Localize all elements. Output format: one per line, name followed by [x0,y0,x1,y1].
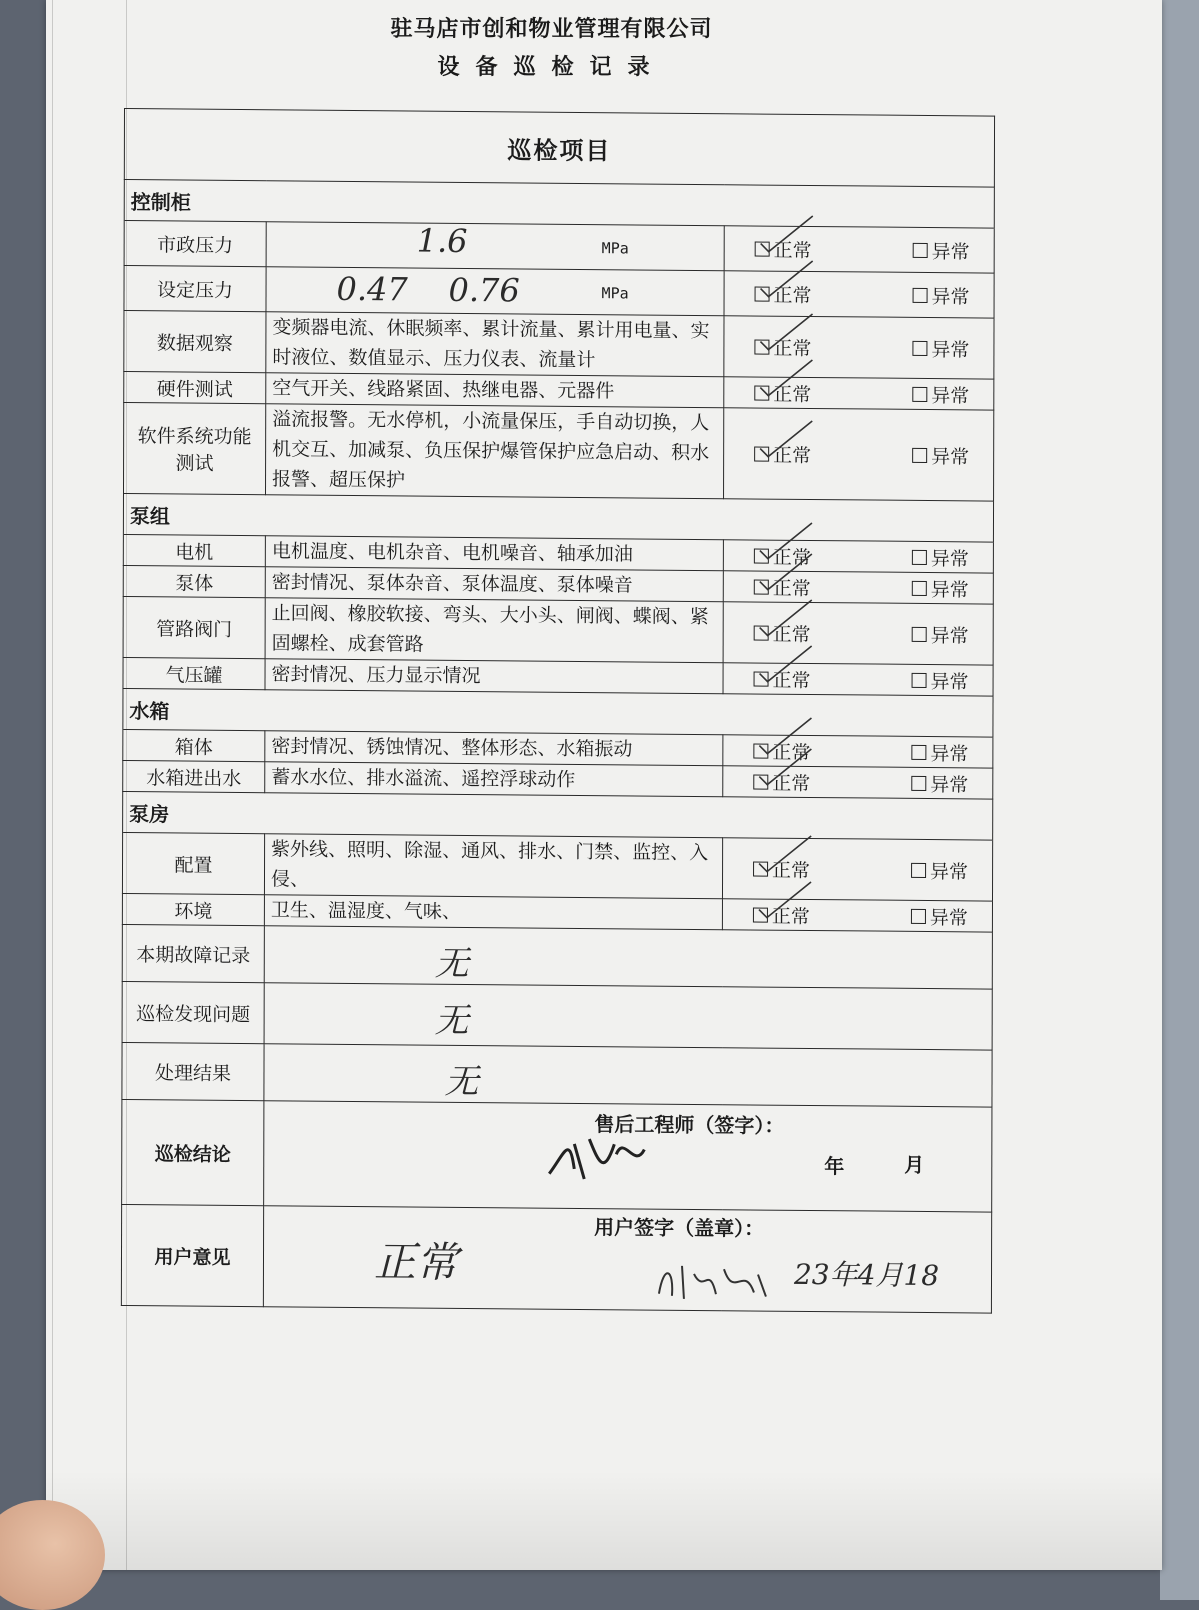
normal-checkbox[interactable] [754,446,769,461]
normal-label: 正常 [772,623,811,646]
table-row [122,1042,992,1107]
item-label: 水箱进出水 [123,760,265,792]
status-cell [723,540,993,573]
status-cell [723,571,993,604]
handwritten-value: 无 [434,943,469,985]
status-cell [722,838,992,901]
normal-label: 正常 [772,772,811,795]
status-options [730,542,987,571]
normal-option[interactable] [755,280,812,307]
opinion-label: 用户意见 [121,1204,263,1306]
abnormal-label: 异常 [930,578,969,601]
bottom-label: 本期故障记录 [122,924,264,982]
conclusion-row [122,1099,992,1212]
normal-label: 正常 [773,383,812,406]
abnormal-option[interactable] [912,441,969,468]
abnormal-label: 异常 [930,860,969,883]
user-sign-label: 用户签字（盖章）： [594,1215,765,1241]
engineer-sign-label: 售后工程师（签字）： [594,1112,785,1138]
normal-checkbox[interactable] [754,625,769,640]
abnormal-label: 异常 [929,906,968,929]
status-cell [723,735,993,768]
background-right [1160,0,1199,1600]
opinion-value: 正常 [373,1237,459,1287]
month-label: 月 [904,1152,925,1177]
abnormal-option[interactable] [913,236,970,263]
item-description: 蓄水水位、排水溢流、遥控浮球动作 [265,762,723,797]
normal-label: 正常 [771,905,810,928]
normal-label: 正常 [772,577,811,600]
item-description: 密封情况、压力显示情况 [265,659,723,694]
normal-label: 正常 [772,741,811,764]
abnormal-option[interactable] [912,666,969,693]
abnormal-option[interactable] [912,543,969,570]
normal-option[interactable] [753,737,810,764]
status-options [729,855,986,884]
normal-option[interactable] [753,901,810,928]
normal-label: 正常 [772,546,811,569]
normal-option[interactable] [754,440,811,467]
abnormal-label: 异常 [931,285,970,308]
status-cell [723,766,993,799]
normal-checkbox[interactable] [755,241,770,256]
item-label: 硬件测试 [124,371,266,403]
table-row [123,596,993,665]
item-description: 密封情况、泵体杂音、泵体温度、泵体噪音 [265,567,723,602]
abnormal-label: 异常 [930,670,969,693]
abnormal-option[interactable] [912,620,969,647]
status-options [730,333,987,362]
section-header: 控制柜 [124,180,994,229]
table-row [122,832,992,901]
item-description: 卫生、温湿度、气味、 [264,895,722,930]
normal-option[interactable] [754,379,811,406]
table-row [124,310,994,379]
item-description: 电机温度、电机杂音、电机噪音、轴承加油 [265,536,723,571]
item-label: 管路阀门 [123,596,265,658]
handwritten-value: 1.6 [416,221,468,260]
status-options [729,737,986,766]
abnormal-option[interactable] [912,334,969,361]
normal-checkbox[interactable] [754,385,769,400]
abnormal-option[interactable] [911,769,968,796]
table-row [124,221,994,274]
company-name: 驻马店市创和物业管理有限公司 [390,17,713,42]
section-header: 水箱 [123,688,993,737]
abnormal-checkbox[interactable] [912,447,927,462]
status-options [730,440,987,469]
table-title: 巡检项目 [124,109,994,188]
abnormal-label: 异常 [931,384,970,407]
unit-label: MPa [601,239,629,258]
abnormal-label: 异常 [930,742,969,765]
handwritten-value: 无 [434,1000,469,1042]
item-description: 空气开关、线路紧固、热继电器、元器件 [266,373,724,408]
status-cell [724,226,994,273]
item-label: 电机 [123,534,265,566]
value-cell[interactable] [266,267,724,316]
abnormal-checkbox[interactable] [912,626,927,641]
status-cell [724,316,994,379]
abnormal-checkbox[interactable] [912,580,927,595]
abnormal-label: 异常 [930,547,969,570]
abnormal-label: 异常 [931,240,970,263]
status-cell [724,408,994,501]
normal-option[interactable] [753,768,810,795]
abnormal-checkbox[interactable] [913,287,928,302]
normal-checkbox[interactable] [753,907,768,922]
item-description: 变频器电流、休眠频率、累计流量、累计用电量、实时液位、数值显示、压力仪表、流量计 [266,312,724,377]
abnormal-checkbox[interactable] [912,672,927,687]
status-options [730,573,987,602]
inspection-table [121,108,995,1314]
normal-option[interactable] [754,542,811,569]
abnormal-checkbox[interactable] [912,549,927,564]
bottom-label: 处理结果 [122,1042,264,1100]
abnormal-option[interactable] [913,281,970,308]
conclusion-cell[interactable] [264,1101,992,1212]
normal-checkbox[interactable] [753,861,768,876]
normal-option[interactable] [754,619,811,646]
item-label: 箱体 [123,729,265,761]
section-header: 泵房 [123,791,993,840]
value-cell[interactable] [266,222,724,271]
item-description: 溢流报警。无水停机，小流量保压，手自动切换，人机交互、加减泵、负压保护爆管保护应急启动、积水报警、超压保护 [265,404,723,499]
table-row [123,402,993,501]
handwritten-value: 无 [444,1061,479,1103]
item-description: 密封情况、锈蚀情况、整体形态、水箱振动 [265,731,723,766]
inspection-form [120,108,994,1516]
abnormal-option[interactable] [911,738,968,765]
abnormal-checkbox[interactable] [911,862,926,877]
item-description: 紫外线、照明、除湿、通风、排水、门禁、监控、入侵、 [264,834,722,899]
abnormal-label: 异常 [931,338,970,361]
status-cell [723,663,993,696]
abnormal-checkbox[interactable] [913,242,928,257]
table-row [122,981,992,1050]
bottom-value-cell[interactable] [264,983,992,1050]
normal-label: 正常 [773,239,812,262]
abnormal-checkbox[interactable] [911,744,926,759]
status-cell [723,602,993,665]
item-label: 设定压力 [124,266,266,312]
status-options [730,665,987,694]
item-label: 气压罐 [123,657,265,689]
status-options [730,619,987,648]
normal-checkbox[interactable] [754,671,769,686]
normal-option[interactable] [754,333,811,360]
abnormal-label: 异常 [931,445,970,468]
item-label: 数据观察 [124,310,266,372]
status-options [731,235,988,264]
abnormal-checkbox[interactable] [912,386,927,401]
normal-label: 正常 [773,337,812,360]
table-row [124,266,994,319]
abnormal-option[interactable] [911,902,968,929]
status-cell [722,899,992,932]
normal-option[interactable] [755,235,812,262]
status-cell [724,377,994,410]
item-label: 配置 [122,832,264,894]
bottom-label: 巡检发现问题 [122,981,264,1043]
normal-label: 正常 [773,284,812,307]
status-options [729,768,986,797]
paper-edge-line [52,0,53,1570]
abnormal-checkbox[interactable] [912,340,927,355]
status-cell [724,271,994,318]
item-label: 泵体 [123,565,265,597]
normal-checkbox[interactable] [753,743,768,758]
table-row [122,924,992,989]
normal-option[interactable] [754,573,811,600]
normal-option[interactable] [753,855,810,882]
user-sign-date: 23年4月18 [793,1257,940,1293]
item-label: 市政压力 [124,221,266,267]
bottom-value-cell[interactable] [264,1044,992,1107]
unit-label: MPa [601,284,629,303]
status-options [731,280,988,309]
conclusion-label: 巡检结论 [122,1099,264,1205]
item-label: 环境 [122,893,264,925]
abnormal-checkbox[interactable] [911,775,926,790]
form-title: 设备巡检记录 [437,55,666,80]
user-signature [654,1254,774,1305]
normal-checkbox[interactable] [754,579,769,594]
normal-label: 正常 [772,859,811,882]
opinion-row [121,1204,991,1313]
abnormal-label: 异常 [930,773,969,796]
normal-label: 正常 [772,669,811,692]
year-label: 年 [824,1154,845,1179]
abnormal-option[interactable] [911,856,968,883]
normal-checkbox[interactable] [753,774,768,789]
abnormal-option[interactable] [912,574,969,601]
status-options [729,901,986,930]
item-description: 止回阀、橡胶软接、弯头、大小头、闸阀、蝶阀、紧固螺栓、成套管路 [265,598,723,663]
normal-checkbox[interactable] [754,548,769,563]
abnormal-option[interactable] [912,380,969,407]
abnormal-label: 异常 [930,624,969,647]
normal-checkbox[interactable] [754,339,769,354]
abnormal-checkbox[interactable] [911,908,926,923]
normal-checkbox[interactable] [755,286,770,301]
normal-option[interactable] [754,665,811,692]
handwritten-value: 0.47 0.76 [336,269,520,310]
status-options [730,379,987,408]
bottom-value-cell[interactable] [264,926,992,989]
section-header: 泵组 [123,493,993,542]
normal-label: 正常 [773,444,812,467]
item-label: 软件系统功能测试 [123,402,265,494]
opinion-cell[interactable] [263,1206,991,1313]
